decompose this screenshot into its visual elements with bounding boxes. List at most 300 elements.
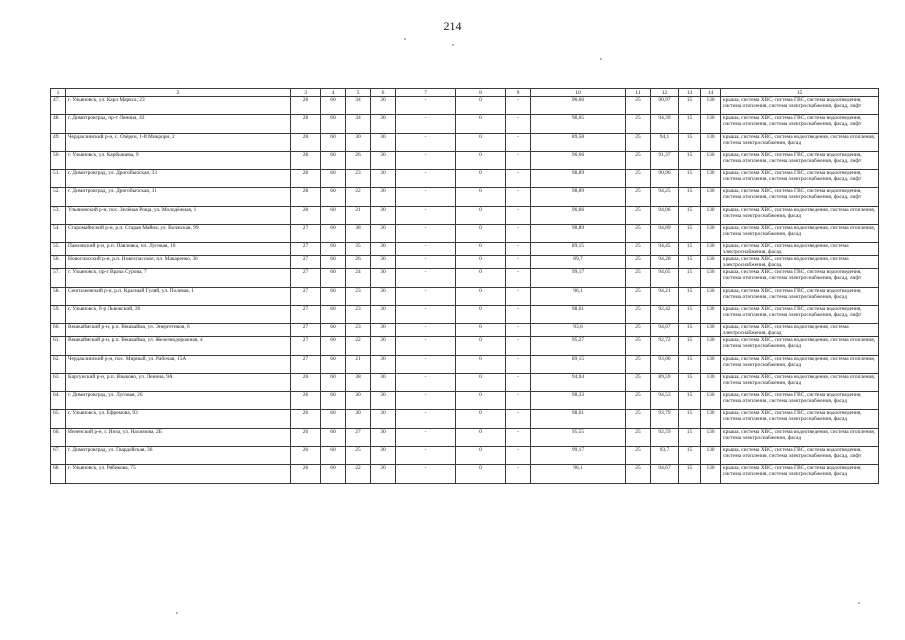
- cell-col-13: 15: [679, 256, 701, 269]
- cell-col-5: 24: [346, 269, 371, 287]
- cell-col-5: 35: [346, 243, 371, 256]
- cell-col-5: 21: [346, 355, 371, 373]
- cell-col-5: 23: [346, 287, 371, 305]
- column-header: 2: [66, 89, 291, 97]
- cell-work-types: крыша, система ХВС, система водоотведения, система отопления, система электроснабжения, фасад: [721, 206, 879, 224]
- cell-col-4: 60: [321, 188, 346, 206]
- cell-col-6: 30: [371, 305, 396, 323]
- cell-col-7: -: [396, 355, 456, 373]
- scan-speck: [600, 58, 602, 60]
- cell-col-5: 26: [346, 151, 371, 169]
- cell-col-13: 15: [679, 373, 701, 391]
- cell-row-number: 48.: [51, 115, 66, 133]
- cell-col-9: -: [506, 287, 531, 305]
- cell-address: Инзенский р-н, г. Инза, ул. Нахимова, 2Б: [66, 428, 291, 446]
- cell-col-6: 30: [371, 410, 396, 428]
- cell-col-5: 25: [346, 447, 371, 465]
- cell-col-13: 15: [679, 324, 701, 337]
- column-header: 12: [651, 89, 679, 97]
- cell-col-14: 130: [701, 206, 721, 224]
- cell-row-number: 59.: [51, 305, 66, 323]
- cell-row-number: 66.: [51, 428, 66, 446]
- cell-row-number: 56.: [51, 256, 66, 269]
- cell-col-13: 15: [679, 447, 701, 465]
- cell-col-14: 130: [701, 410, 721, 428]
- cell-address: Чердаклинский р-н, пос. Мирный, ул. Рабочая, 15А: [66, 355, 291, 373]
- cell-col-6: 30: [371, 115, 396, 133]
- cell-col-5: 22: [346, 465, 371, 483]
- cell-work-types: крыша, система ХВС, система ГВС, система водоотведения, система отопления, система электроснабжения, фасад: [721, 465, 879, 483]
- cell-col-8: 0: [456, 243, 506, 256]
- table-row: [51, 151, 879, 169]
- cell-col-7: -: [396, 115, 456, 133]
- cell-col-6: 30: [371, 392, 396, 410]
- cell-row-number: 64.: [51, 392, 66, 410]
- cell-col-14: 130: [701, 243, 721, 256]
- cell-col-6: 30: [371, 151, 396, 169]
- cell-col-9: -: [506, 170, 531, 188]
- cell-col-7: -: [396, 465, 456, 483]
- cell-col-5: 27: [346, 428, 371, 446]
- cell-col-12: 94,1: [651, 133, 679, 151]
- cell-col-14: 130: [701, 373, 721, 391]
- cell-col-4: 60: [321, 410, 346, 428]
- cell-work-types: крыша, система ХВС, система ГВС, система водоотведения, система отопления, система электроснабжения, фасад, лифт: [721, 188, 879, 206]
- cell-col-7: -: [396, 287, 456, 305]
- cell-col-12: 92,72: [651, 337, 679, 355]
- cell-address: г. Димитровград, пр-т Ленина, 43: [66, 115, 291, 133]
- cell-col-12: 94,65: [651, 269, 679, 287]
- cell-col-6: 30: [371, 188, 396, 206]
- cell-col-14: 130: [701, 324, 721, 337]
- cell-col-11: 25: [626, 151, 651, 169]
- cell-row-number: 63.: [51, 373, 66, 391]
- table-row: [51, 133, 879, 151]
- cell-col-12: 94,89: [651, 225, 679, 243]
- cell-col-5: 23: [346, 170, 371, 188]
- cell-col-14: 130: [701, 151, 721, 169]
- cell-col-3: 26: [291, 410, 321, 428]
- cell-col-12: 94,28: [651, 256, 679, 269]
- cell-col-13: 15: [679, 206, 701, 224]
- cell-col-7: -: [396, 97, 456, 115]
- cell-col-4: 60: [321, 287, 346, 305]
- cell-col-11: 25: [626, 355, 651, 373]
- cell-col-6: 30: [371, 355, 396, 373]
- column-header: 3: [291, 89, 321, 97]
- cell-col-12: 94,39: [651, 115, 679, 133]
- cell-col-4: 60: [321, 115, 346, 133]
- cell-col-3: 27: [291, 337, 321, 355]
- column-number-row: [51, 89, 879, 97]
- cell-col-5: 22: [346, 337, 371, 355]
- cell-address: г. Ульяновск, б-р Львовский, 26: [66, 305, 291, 323]
- cell-col-11: 25: [626, 305, 651, 323]
- cell-col-12: 94,07: [651, 324, 679, 337]
- cell-col-4: 60: [321, 465, 346, 483]
- cell-col-4: 60: [321, 243, 346, 256]
- cell-row-number: 53.: [51, 206, 66, 224]
- cell-col-7: -: [396, 392, 456, 410]
- table-row: [51, 206, 879, 224]
- cell-col-10: 96,1: [531, 287, 626, 305]
- cell-address: г. Ульяновск, ул. Ефремова, 93: [66, 410, 291, 428]
- cell-row-number: 58.: [51, 287, 66, 305]
- cell-col-14: 130: [701, 225, 721, 243]
- cell-work-types: крыша, система ХВС, система водоотведения, система отопления, система электроснабжения, фасад: [721, 373, 879, 391]
- cell-col-7: -: [396, 337, 456, 355]
- cell-col-7: -: [396, 243, 456, 256]
- cell-col-11: 25: [626, 133, 651, 151]
- table-row: [51, 97, 879, 115]
- cell-col-4: 60: [321, 225, 346, 243]
- cell-col-3: 27: [291, 305, 321, 323]
- cell-col-8: 0: [456, 188, 506, 206]
- cell-col-6: 30: [371, 133, 396, 151]
- cell-col-3: 27: [291, 225, 321, 243]
- cell-col-6: 30: [371, 269, 396, 287]
- table-row: [51, 243, 879, 256]
- cell-col-8: 0: [456, 269, 506, 287]
- cell-col-4: 60: [321, 392, 346, 410]
- cell-col-5: 30: [346, 133, 371, 151]
- cell-col-13: 15: [679, 287, 701, 305]
- cell-col-11: 25: [626, 428, 651, 446]
- cell-col-9: -: [506, 324, 531, 337]
- table-row: [51, 447, 879, 465]
- column-header: 13: [679, 89, 701, 97]
- cell-col-14: 130: [701, 133, 721, 151]
- cell-col-8: 0: [456, 324, 506, 337]
- cell-col-13: 15: [679, 188, 701, 206]
- table-row: [51, 115, 879, 133]
- table-row: [51, 410, 879, 428]
- cell-col-13: 15: [679, 465, 701, 483]
- cell-address: г. Ульяновск, ул. Карбышева, 9: [66, 151, 291, 169]
- cell-col-9: -: [506, 115, 531, 133]
- cell-row-number: 47.: [51, 97, 66, 115]
- cell-col-7: -: [396, 225, 456, 243]
- cell-work-types: крыша, система ХВС, система водоотведения, система отопления, система электроснабжения, фасад: [721, 225, 879, 243]
- table-row: [51, 256, 879, 269]
- cell-col-10: 96,66: [531, 151, 626, 169]
- cell-col-7: -: [396, 305, 456, 323]
- cell-work-types: крыша, система ХВС, система ГВС, система водоотведения, система отопления, система электроснабжения, фасад, лифт: [721, 115, 879, 133]
- cell-col-7: -: [396, 373, 456, 391]
- cell-col-7: -: [396, 133, 456, 151]
- cell-col-10: 99,17: [531, 447, 626, 465]
- cell-col-12: 94,21: [651, 287, 679, 305]
- cell-col-13: 15: [679, 355, 701, 373]
- cell-col-12: 92,42: [651, 305, 679, 323]
- cell-col-3: 28: [291, 115, 321, 133]
- cell-col-8: 0: [456, 151, 506, 169]
- cell-col-9: -: [506, 305, 531, 323]
- table-row: [51, 305, 879, 323]
- cell-col-12: 93,7: [651, 447, 679, 465]
- table-row: [51, 337, 879, 355]
- cell-col-7: -: [396, 188, 456, 206]
- cell-col-12: 93,06: [651, 355, 679, 373]
- cell-col-3: 28: [291, 151, 321, 169]
- column-header: 6: [371, 89, 396, 97]
- column-header: 7: [396, 89, 456, 97]
- cell-col-4: 60: [321, 373, 346, 391]
- cell-col-6: 30: [371, 337, 396, 355]
- cell-col-7: -: [396, 151, 456, 169]
- cell-col-3: 27: [291, 243, 321, 256]
- cell-col-4: 60: [321, 97, 346, 115]
- cell-col-3: 28: [291, 97, 321, 115]
- cell-col-11: 25: [626, 256, 651, 269]
- cell-col-7: -: [396, 206, 456, 224]
- cell-address: Павловский р-н, р.п. Павловка, пл. Луговая, 10: [66, 243, 291, 256]
- cell-col-3: 26: [291, 428, 321, 446]
- cell-col-9: -: [506, 447, 531, 465]
- cell-col-6: 30: [371, 324, 396, 337]
- cell-col-14: 130: [701, 428, 721, 446]
- cell-row-number: 50.: [51, 151, 66, 169]
- cell-work-types: крыша, система ХВС, система водоотведения, система электроснабжения, фасад: [721, 324, 879, 337]
- cell-col-13: 15: [679, 410, 701, 428]
- cell-col-14: 130: [701, 256, 721, 269]
- cell-col-11: 25: [626, 243, 651, 256]
- cell-row-number: 61.: [51, 337, 66, 355]
- cell-col-9: -: [506, 97, 531, 115]
- cell-row-number: 60.: [51, 324, 66, 337]
- cell-col-5: 21: [346, 206, 371, 224]
- cell-col-4: 60: [321, 151, 346, 169]
- cell-col-11: 25: [626, 225, 651, 243]
- cell-col-14: 130: [701, 97, 721, 115]
- cell-col-4: 60: [321, 206, 346, 224]
- cell-col-14: 130: [701, 337, 721, 355]
- cell-address: Сенгилеевский р-н, р.п. Красный Гуляй, ул. Полевая, 1: [66, 287, 291, 305]
- cell-col-10: 89,58: [531, 133, 626, 151]
- cell-address: г. Ульяновск, пр-т Врача Сурова, 7: [66, 269, 291, 287]
- cell-col-5: 38: [346, 225, 371, 243]
- cell-row-number: 68.: [51, 465, 66, 483]
- cell-row-number: 65.: [51, 410, 66, 428]
- cell-col-13: 15: [679, 305, 701, 323]
- cell-address: г. Димитровград, ул. Дрогобычская, 33: [66, 170, 291, 188]
- cell-col-14: 130: [701, 305, 721, 323]
- cell-col-11: 25: [626, 206, 651, 224]
- cell-col-4: 60: [321, 305, 346, 323]
- cell-col-14: 130: [701, 188, 721, 206]
- scan-speck: [858, 602, 860, 604]
- cell-work-types: крыша, система ХВС, система ГВС, система водоотведения, система отопления, система электроснабжения, фасад, лифт: [721, 151, 879, 169]
- cell-col-11: 25: [626, 170, 651, 188]
- cell-row-number: 55.: [51, 243, 66, 256]
- cell-col-9: -: [506, 392, 531, 410]
- cell-col-13: 15: [679, 392, 701, 410]
- cell-work-types: крыша, система ХВС, система водоотведения, система отопления, система электроснабжения, фасад: [721, 355, 879, 373]
- cell-col-6: 30: [371, 256, 396, 269]
- cell-address: Вешкаймский р-н, р.п. Вешкайма, ул. Железнодорожная, 4: [66, 337, 291, 355]
- cell-address: г. Ульяновск, ул. Карл Маркса, 23: [66, 97, 291, 115]
- cell-col-3: 28: [291, 188, 321, 206]
- cell-work-types: крыша, система ХВС, система водоотведения, система отопления, система электроснабжения, фасад: [721, 428, 879, 446]
- cell-col-5: 23: [346, 305, 371, 323]
- cell-col-4: 60: [321, 269, 346, 287]
- cell-col-12: 94,67: [651, 465, 679, 483]
- cell-row-number: 62.: [51, 355, 66, 373]
- cell-col-8: 0: [456, 465, 506, 483]
- cell-row-number: 54.: [51, 225, 66, 243]
- cell-col-9: -: [506, 256, 531, 269]
- cell-address: Ульяновский р-н, пос. Зелёная Роща, ул. Молодёжная, 1: [66, 206, 291, 224]
- cell-col-6: 30: [371, 373, 396, 391]
- cell-col-12: 94,06: [651, 206, 679, 224]
- cell-col-7: -: [396, 269, 456, 287]
- cell-col-8: 0: [456, 355, 506, 373]
- cell-row-number: 57.: [51, 269, 66, 287]
- column-header: 5: [346, 89, 371, 97]
- cell-col-5: 38: [346, 373, 371, 391]
- table-row: [51, 269, 879, 287]
- cell-col-14: 130: [701, 447, 721, 465]
- cell-col-11: 25: [626, 410, 651, 428]
- cell-col-9: -: [506, 188, 531, 206]
- cell-col-10: 98,61: [531, 410, 626, 428]
- cell-work-types: крыша, система ХВС, система водоотведения, система отопления, система электроснабжения, фасад: [721, 133, 879, 151]
- cell-col-11: 25: [626, 447, 651, 465]
- cell-work-types: крыша, система ХВС, система ГВС, система водоотведения, система отопления, система электроснабжения, фасад: [721, 287, 879, 305]
- cell-col-8: 0: [456, 337, 506, 355]
- cell-col-9: -: [506, 243, 531, 256]
- table-row: [51, 324, 879, 337]
- cell-col-11: 25: [626, 188, 651, 206]
- cell-col-11: 25: [626, 287, 651, 305]
- cell-col-10: 98,61: [531, 305, 626, 323]
- column-header: 9: [506, 89, 531, 97]
- cell-col-10: 89,15: [531, 355, 626, 373]
- cell-col-10: 95,27: [531, 337, 626, 355]
- cell-address: Старомайнский р-н, р.п. Старая Майна, ул. Волжская, 99: [66, 225, 291, 243]
- cell-col-13: 15: [679, 115, 701, 133]
- cell-col-12: 90,96: [651, 170, 679, 188]
- cell-col-9: -: [506, 225, 531, 243]
- cell-col-5: 34: [346, 115, 371, 133]
- cell-col-12: 94,53: [651, 392, 679, 410]
- cell-col-8: 0: [456, 206, 506, 224]
- cell-col-9: -: [506, 373, 531, 391]
- table-row: [51, 170, 879, 188]
- page-number: 214: [443, 19, 462, 33]
- cell-col-3: 27: [291, 355, 321, 373]
- cell-col-13: 15: [679, 151, 701, 169]
- cell-col-6: 30: [371, 428, 396, 446]
- cell-work-types: крыша, система ХВС, система водоотведения, система отопления, система электроснабжения, фасад: [721, 337, 879, 355]
- cell-col-10: 89,15: [531, 243, 626, 256]
- table-row: [51, 188, 879, 206]
- cell-col-14: 130: [701, 115, 721, 133]
- cell-col-11: 25: [626, 392, 651, 410]
- cell-col-4: 60: [321, 324, 346, 337]
- cell-col-3: 26: [291, 373, 321, 391]
- cell-col-7: -: [396, 428, 456, 446]
- cell-col-11: 25: [626, 337, 651, 355]
- cell-col-8: 0: [456, 225, 506, 243]
- column-header: 4: [321, 89, 346, 97]
- cell-col-10: 94,94: [531, 373, 626, 391]
- cell-col-7: -: [396, 447, 456, 465]
- cell-col-5: 30: [346, 392, 371, 410]
- cell-address: г. Ульяновск, ул. Рябикова, 75: [66, 465, 291, 483]
- cell-row-number: 67.: [51, 447, 66, 465]
- cell-col-13: 15: [679, 225, 701, 243]
- table-row: [51, 355, 879, 373]
- cell-col-6: 30: [371, 447, 396, 465]
- column-header: 11: [626, 89, 651, 97]
- cell-col-10: 99,17: [531, 269, 626, 287]
- cell-col-10: 93,6: [531, 324, 626, 337]
- cell-col-3: 26: [291, 465, 321, 483]
- cell-col-12: 91,37: [651, 151, 679, 169]
- column-header: 10: [531, 89, 626, 97]
- cell-col-9: -: [506, 465, 531, 483]
- cell-address: Чердаклинский р-н, с. Озёрки, 1-й Микрорн, 2: [66, 133, 291, 151]
- cell-col-6: 30: [371, 465, 396, 483]
- cell-col-3: 27: [291, 324, 321, 337]
- cell-col-11: 25: [626, 269, 651, 287]
- cell-work-types: крыша, система ХВС, система ГВС, система водоотведения, система отопления, система электроснабжения, фасад, лифт: [721, 269, 879, 287]
- cell-col-4: 60: [321, 447, 346, 465]
- cell-col-12: 94,25: [651, 188, 679, 206]
- table-body: [51, 97, 879, 484]
- table-row: [51, 287, 879, 305]
- cell-col-3: 27: [291, 287, 321, 305]
- cell-col-13: 15: [679, 97, 701, 115]
- cell-col-14: 130: [701, 465, 721, 483]
- cell-row-number: 49.: [51, 133, 66, 151]
- table-row: [51, 465, 879, 483]
- cell-col-7: -: [396, 256, 456, 269]
- cell-address: г. Димитровград, ул. Луговая, 26: [66, 392, 291, 410]
- cell-col-6: 30: [371, 170, 396, 188]
- cell-col-3: 28: [291, 170, 321, 188]
- cell-col-8: 0: [456, 287, 506, 305]
- cell-col-12: 93,79: [651, 410, 679, 428]
- cell-col-8: 0: [456, 97, 506, 115]
- cell-address: Новоспасский р-н, р.п. Новоспасское, пл. Макаренко, 36: [66, 256, 291, 269]
- cell-col-11: 25: [626, 115, 651, 133]
- cell-col-9: -: [506, 410, 531, 428]
- cell-work-types: крыша, система ХВС, система ГВС, система водоотведения, система отопления, система электроснабжения, фасад, лифт: [721, 97, 879, 115]
- cell-work-types: крыша, система ХВС, система водоотведения, система электроснабжения, фасад: [721, 243, 879, 256]
- cell-col-13: 15: [679, 243, 701, 256]
- table-row: [51, 392, 879, 410]
- cell-col-14: 130: [701, 170, 721, 188]
- cell-col-8: 0: [456, 133, 506, 151]
- cell-col-10: 98,05: [531, 115, 626, 133]
- cell-col-7: -: [396, 170, 456, 188]
- cell-col-13: 15: [679, 269, 701, 287]
- cell-col-8: 0: [456, 428, 506, 446]
- cell-col-4: 60: [321, 256, 346, 269]
- cell-col-13: 15: [679, 133, 701, 151]
- cell-work-types: крыша, система ХВС, система ГВС, система водоотведения, система отопления, система электроснабжения, фасад, лифт: [721, 447, 879, 465]
- cell-col-8: 0: [456, 170, 506, 188]
- cell-col-9: -: [506, 337, 531, 355]
- cell-col-5: 30: [346, 410, 371, 428]
- cell-col-11: 25: [626, 465, 651, 483]
- column-header: 15: [721, 89, 879, 97]
- cell-col-14: 130: [701, 287, 721, 305]
- column-header: 1: [51, 89, 66, 97]
- cell-col-14: 130: [701, 392, 721, 410]
